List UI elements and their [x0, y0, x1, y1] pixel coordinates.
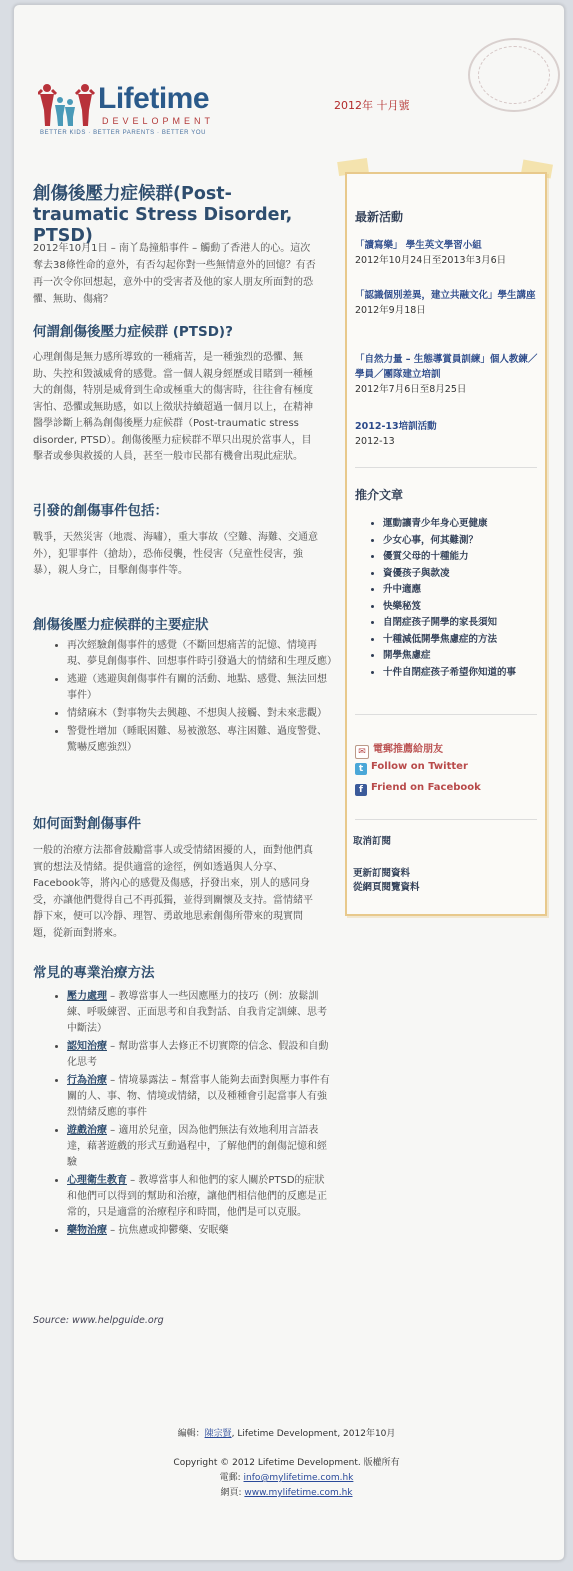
list-item: • 壓力處理 – 教導當事人一些因應壓力的技巧（例：放鬆訓練、呼吸練習、正面思考和自我對話、自我肯定訓練、思考中斷法）: [67, 989, 332, 1037]
update-subscription-link[interactable]: 更新訂閱資料: [353, 868, 411, 879]
section-trigger-events-heading: 引發的創傷事件包括：: [33, 503, 168, 519]
sidebar: [345, 172, 547, 916]
footer-email: 電郵: info@mylifetime.com.hk: [219, 1473, 354, 1483]
list-item: • 再次經驗創傷事件的感覺（不斷回想痛苦的記憶、情境再現、夢見創傷事件、回想事件時引發過大的情緒和生理反應）: [67, 638, 332, 670]
brand-tagline: BETTER KIDS · BETTER PARENTS · BETTER YOU: [40, 130, 207, 136]
facebook-friend-link[interactable]: f Friend on Facebook: [355, 782, 481, 796]
event-item[interactable]: [355, 238, 540, 268]
brand-subtitle: DEVELOPMENT: [102, 116, 215, 126]
list-item: • 情緒麻木（對事物失去興趣、不想與人接觸、對未來悲觀）: [67, 706, 332, 722]
article-intro: 2012年10月1日 – 南丫島撞船事件 – 觸動了香港人的心。這次奪去38條性命的意外，有否勾起你對一些無情意外的回憶？有否再一次令你回想起，意外中的受害者及他的家人朋友所面對的恐懼、無助、傷痛？: [33, 243, 316, 305]
article-link[interactable]: • 十件自閉症孩子希望你知道的事: [383, 665, 553, 680]
article-title: 創傷後壓力症候群(Post-traumatic Stress Disorder, PTSD): [33, 184, 293, 246]
postmark-stamp-icon: [468, 38, 560, 112]
section-symptoms-heading: 創傷後壓力症候群的主要症狀: [33, 617, 209, 633]
symptoms-list: [53, 638, 337, 758]
treatment-term-link[interactable]: 行為治療: [67, 1075, 107, 1086]
list-item: • 遊戲治療 – 適用於兒童，因為他們無法有效地利用言語表達，藉著遊戲的形式互動過程中，了解他們的創傷記憶和經驗: [67, 1123, 332, 1171]
email-friend-link[interactable]: ✉ 電郵推薦給朋友: [355, 740, 443, 759]
section-trigger-events-body: 戰爭，天然災害（地震、海嘯），重大事故（空難、海難、交通意外），犯罪事件（搶劫），恐佈侵襲，性侵害（兒童性侵害，強暴），親人身亡，目擊創傷事件等。: [33, 532, 318, 576]
section-what-is-ptsd-body: 心理創傷是無力感所導致的一種痛苦，是一種強烈的恐懼、無助、失控和毀滅威脅的感覺。當一個人親身經歷或目睹到一種極大的創傷，特別是威脅到生命或極重大的傷害時，往往會有極度害怕、恐懼或無助感，如以上徵狀持續超過一個月以上，在精神醫學診斷上稱為創傷後壓力症候群（Post-traumatic stress disorder, PTSD）。創傷後壓力症候群不單只出現於當事人，目擊者或參與救援的人員，甚至一般市民都有機會出現此症狀。: [33, 352, 313, 462]
event-item[interactable]: [355, 352, 540, 397]
treatments-list: [53, 989, 332, 1241]
footer-website: 網頁: www.mylifetime.com.hk: [220, 1488, 353, 1498]
source-credit: Source: www.helpguide.org: [33, 1315, 164, 1326]
event-title[interactable]: 「自然力量 – 生態導賞員訓練」個人教練／學員／團隊建立培訓: [355, 354, 538, 380]
divider: [355, 467, 537, 468]
event-date: 2012-13: [355, 436, 395, 447]
article-link[interactable]: • 自閉症孩子開學的家長須知: [383, 615, 553, 630]
treatment-term-link[interactable]: 遊戲治療: [67, 1125, 107, 1136]
copyright: Copyright © 2012 Lifetime Development. 版權所有: [173, 1458, 400, 1468]
article-link[interactable]: • 升中適應: [383, 582, 553, 597]
article-link[interactable]: • 十種減低開學焦慮症的方法: [383, 632, 553, 647]
email-link[interactable]: info@mylifetime.com.hk: [243, 1473, 354, 1483]
section-what-is-ptsd-heading: 何謂創傷後壓力症候群 (PTSD)?: [33, 324, 233, 340]
family-figures-icon: [38, 80, 96, 130]
event-date: 2012年7月6日至8月25日: [355, 384, 467, 395]
recommended-articles-heading: 推介文章: [355, 488, 404, 502]
section-facing-trauma-heading: 如何面對創傷事件: [33, 816, 141, 832]
twitter-icon: t: [355, 763, 367, 775]
section-facing-trauma-body: 一般的治療方法都會鼓勵當事人或受情緒困擾的人，面對他們真實的想法及情緒。提供適當的途徑，例如透過與人分享、Facebook等，將內心的感覺及傷感，抒發出來，別人的感同身受，亦讓他們覺得自己不再孤獨，並得到關懷及支持。當情緒平靜下來，便可以冷靜、理智、勇敢地思索創傷所帶來的現實問題，從新面對將來。: [33, 845, 313, 939]
events-heading: 最新活動: [355, 210, 404, 224]
editor-credit: 編輯：陳宗賢, Lifetime Development, 2012年10月: [177, 1429, 396, 1439]
article-link[interactable]: • 運動讓青少年身心更健康: [383, 516, 553, 531]
treatment-term-link[interactable]: 心理衛生教育: [67, 1175, 127, 1186]
brand-name: Lifetime: [98, 82, 210, 115]
event-title[interactable]: 「讀寫樂」 學生英文學習小組: [355, 240, 482, 251]
article-link[interactable]: • 開學焦慮症: [383, 648, 553, 663]
article-link[interactable]: • 優質父母的十種能力: [383, 549, 553, 564]
divider: [355, 714, 537, 715]
unsubscribe-link[interactable]: 取消訂閱: [353, 836, 392, 847]
list-item: • 警覺性增加（睡眠困難、易被激怒、專注困難、過度警覺、驚嚇反應強烈）: [67, 724, 332, 756]
event-item[interactable]: [355, 419, 540, 449]
article-link[interactable]: • 快樂秘笈: [383, 599, 553, 614]
event-title[interactable]: 2012-13培訓活動: [355, 421, 437, 432]
treatment-term-link[interactable]: 壓力處理: [67, 991, 107, 1002]
list-item: • 逃避（逃避與創傷事件有關的活動、地點、感覺、無法回想事件）: [67, 672, 332, 704]
twitter-follow-link[interactable]: t Follow on Twitter: [355, 761, 468, 775]
event-item[interactable]: [355, 288, 540, 318]
list-item: • 心理衛生教育 – 教導當事人和他們的家人關於PTSD的症狀和他們可以得到的幫助和治療，讓他們相信他們的反應是正常的，只是適當的治療程序和時間，他們是可以克服。: [67, 1173, 332, 1221]
website-link[interactable]: www.mylifetime.com.hk: [244, 1488, 353, 1498]
editor-link[interactable]: 陳宗賢: [204, 1429, 232, 1439]
facebook-icon: f: [355, 784, 367, 796]
treatment-term-link[interactable]: 藥物治療: [67, 1225, 107, 1236]
treatment-term-link[interactable]: 認知治療: [67, 1041, 107, 1052]
section-treatments-heading: 常見的專業治療方法: [33, 965, 155, 981]
list-item: • 行為治療 – 情境暴露法 – 幫當事人能夠去面對與壓力事件有關的人、事、物、情境或情緒，以及種種會引起當事人有強烈情緒反應的事件: [67, 1073, 332, 1121]
envelope-icon: ✉: [355, 745, 369, 759]
lifetime-logo: [38, 80, 218, 140]
recommended-articles-list: [369, 516, 553, 681]
event-date: 2012年9月18日: [355, 305, 426, 316]
issue-date: 2012年 十月號: [334, 99, 410, 112]
list-item: • 認知治療 – 幫助當事人去修正不切實際的信念、假設和自動化思考: [67, 1039, 332, 1071]
event-date: 2012年10月24日至2013年3月6日: [355, 255, 507, 266]
list-item: • 藥物治療 – 抗焦慮或抑鬱藥、安眠藥: [67, 1223, 332, 1239]
article-link[interactable]: • 資優孩子與款凌: [383, 566, 553, 581]
view-in-browser-link[interactable]: 從網頁閱覽資料: [353, 882, 420, 893]
event-title[interactable]: 「認識個別差異，建立共融文化」學生講座: [355, 290, 536, 301]
divider: [355, 819, 537, 820]
article-link[interactable]: • 少女心事，何其難測？: [383, 533, 553, 548]
